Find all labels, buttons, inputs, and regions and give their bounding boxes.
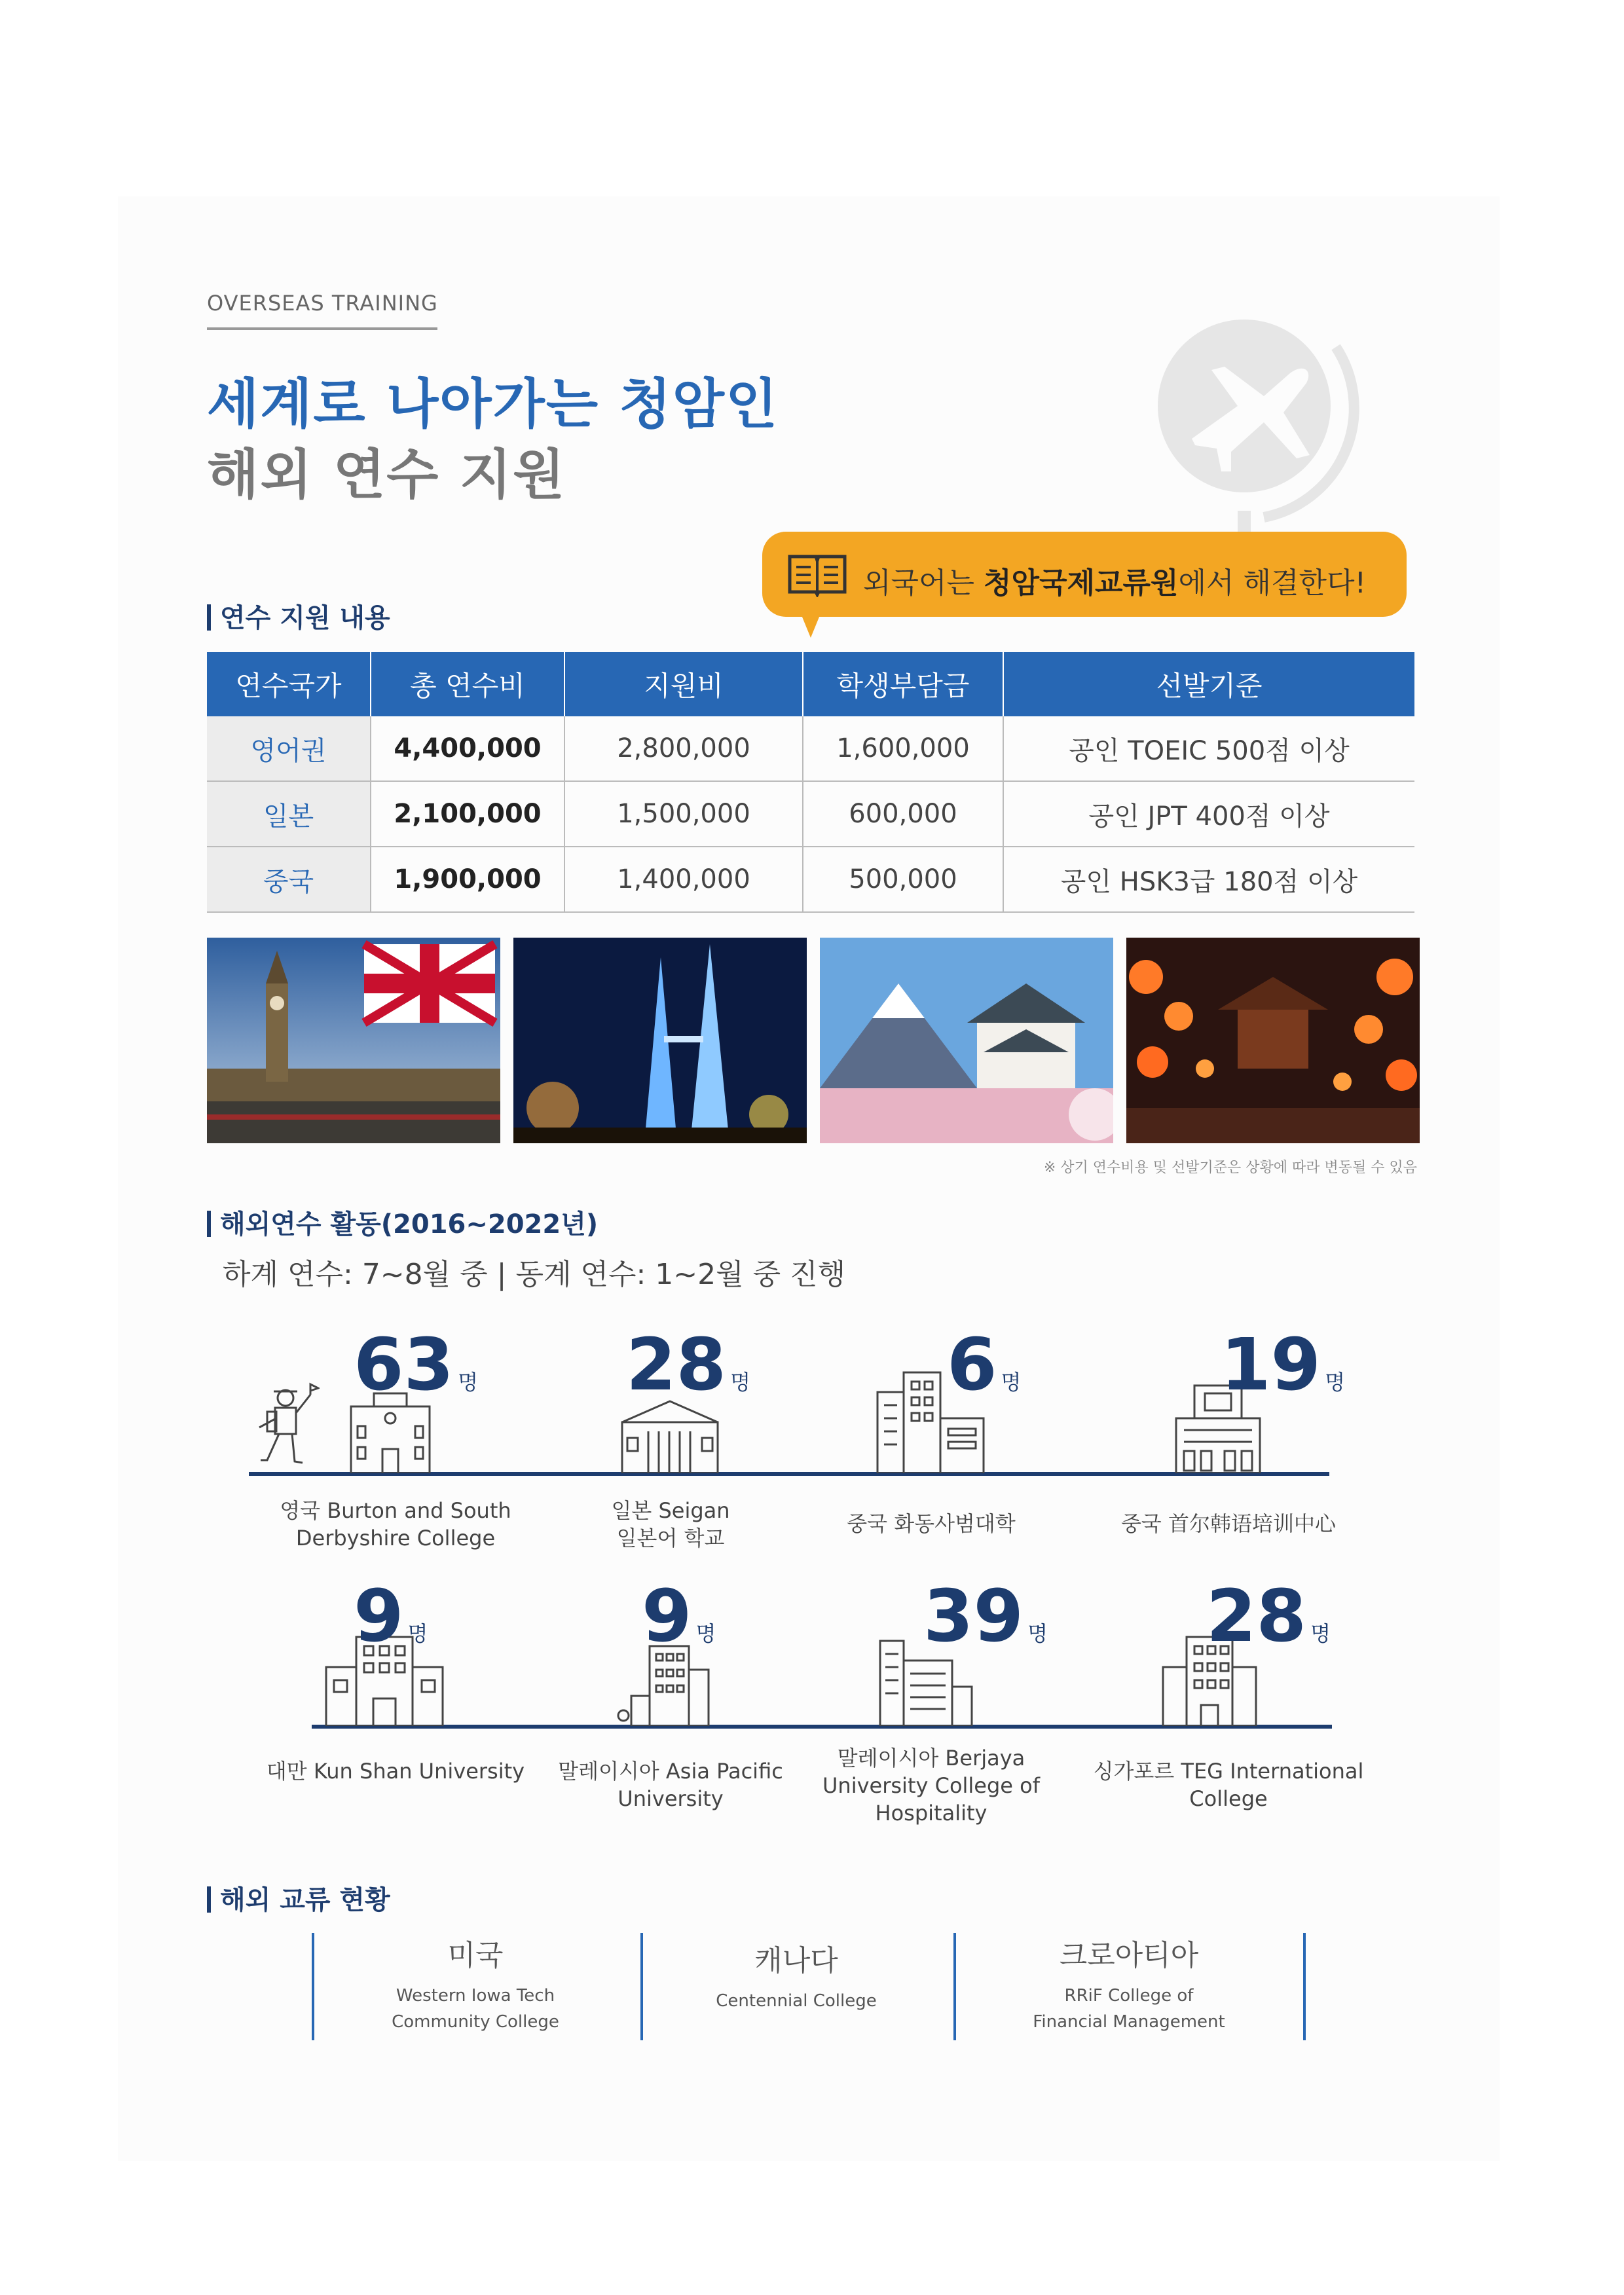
table-cell: 1,400,000 [564, 847, 803, 912]
stat-unit: 명 [458, 1370, 478, 1395]
table-cell: 600,000 [803, 781, 1003, 847]
section-marker [207, 604, 211, 631]
university-line: 중국 화동사범대학 [847, 1511, 1016, 1536]
eyebrow-divider [207, 327, 437, 330]
table-header: 선발기준 [1003, 652, 1414, 716]
table-cell-total: 4,400,000 [371, 716, 564, 781]
university-label [1084, 1510, 1373, 1537]
table-header: 총 연수비 [371, 652, 564, 716]
stat-count [923, 1574, 1048, 1658]
university-label [787, 1510, 1075, 1537]
open-book-icon [787, 551, 847, 597]
section-support-title: 연수 지원 내용 [220, 603, 390, 633]
exchange-school-line: Western Iowa Tech [396, 1986, 555, 2006]
table-header: 연수국가 [207, 652, 371, 716]
divider-line [1303, 1933, 1306, 2040]
stat-number: 19 [1221, 1323, 1321, 1406]
university-label [526, 1497, 815, 1552]
stat-unit: 명 [1310, 1621, 1331, 1646]
stat-number: 28 [626, 1323, 727, 1406]
photo-japan [820, 938, 1113, 1143]
university-line: 싱가포르 TEG International [1093, 1759, 1364, 1784]
table-row [207, 781, 1414, 847]
section-exchange-heading [207, 1879, 390, 1917]
university-line: University College of [822, 1773, 1040, 1798]
university-label [787, 1744, 1075, 1827]
photo-kuala-lumpur [513, 938, 807, 1143]
stat-count [642, 1574, 716, 1658]
stat-unit: 명 [407, 1621, 428, 1646]
stat-number: 28 [1206, 1574, 1307, 1658]
stat-number: 63 [354, 1323, 454, 1406]
stat-number: 39 [923, 1574, 1024, 1658]
table-cell-total: 1,900,000 [371, 847, 564, 912]
exchange-partner [965, 1932, 1293, 2035]
table-cell: 1,500,000 [564, 781, 803, 847]
slogan-prefix: 외국어는 [863, 566, 984, 600]
table-header: 학생부담금 [803, 652, 1003, 716]
table-row [207, 847, 1414, 912]
cost-note: ※ 상기 연수비용 및 선발기준은 상황에 따라 변동될 수 있음 [1043, 1160, 1417, 1176]
table-cell-total: 2,100,000 [371, 781, 564, 847]
section-marker [207, 1211, 211, 1237]
exchange-country: 미국 [447, 1939, 504, 1972]
section-activity-heading [207, 1203, 598, 1241]
slogan-bold: 청암국제교류원 [984, 566, 1179, 600]
stat-number: 9 [642, 1574, 692, 1658]
university-label [251, 1757, 540, 1785]
eyebrow-label: OVERSEAS TRAINING [207, 291, 438, 316]
exchange-school-line: Centennial College [716, 1991, 877, 2011]
stat-unit: 명 [695, 1621, 716, 1646]
section-marker [207, 1886, 211, 1913]
slogan-bubble [762, 532, 1407, 617]
table-cell: 공인 TOEIC 500점 이상 [1003, 716, 1414, 781]
exchange-school [633, 1988, 960, 2014]
stat-unit: 명 [1325, 1370, 1345, 1395]
section-activity-title: 해외연수 활동(2016~2022년) [220, 1209, 599, 1239]
university-line: 중국 首尔韩语培训中心 [1121, 1511, 1336, 1536]
stat-number: 9 [354, 1574, 404, 1658]
table-cell-country: 일본 [207, 781, 371, 847]
page-subtitle: 해외 연수 지원 [207, 444, 566, 506]
table-cell-country: 중국 [207, 847, 371, 912]
exchange-partner [312, 1932, 639, 2035]
exchange-school-line: Community College [392, 2012, 559, 2032]
exchange-country: 크로아티아 [1059, 1939, 1199, 1972]
exchange-school-line: Financial Management [1033, 2012, 1225, 2032]
stat-number: 6 [947, 1323, 997, 1406]
section-support-heading [207, 597, 390, 634]
support-table [207, 652, 1414, 913]
university-label [526, 1757, 815, 1812]
stat-count [626, 1323, 750, 1406]
table-cell: 공인 HSK3급 180점 이상 [1003, 847, 1414, 912]
university-line: 영국 Burton and South [280, 1498, 511, 1523]
table-header-row [207, 652, 1414, 716]
stat-count [1206, 1574, 1331, 1658]
university-line: University [618, 1786, 724, 1811]
stat-count [354, 1574, 428, 1658]
university-line: 말레이시아 Asia Pacific [558, 1759, 783, 1784]
stat-count [947, 1323, 1021, 1406]
table-cell: 공인 JPT 400점 이상 [1003, 781, 1414, 847]
exchange-country: 캐나다 [754, 1944, 838, 1977]
photo-london [207, 938, 500, 1143]
table-cell: 1,600,000 [803, 716, 1003, 781]
page-title: 세계로 나아가는 청암인 [207, 373, 779, 435]
exchange-school [965, 1983, 1293, 2035]
section-exchange-title: 해외 교류 현황 [220, 1885, 390, 1915]
stat-count [1221, 1323, 1345, 1406]
university-line: 일본어 학교 [616, 1526, 725, 1551]
stat-unit: 명 [1027, 1621, 1048, 1646]
exchange-school [312, 1983, 639, 2035]
bubble-tail [799, 609, 822, 638]
table-cell: 500,000 [803, 847, 1003, 912]
stat-unit: 명 [730, 1370, 750, 1395]
stat-count [354, 1323, 478, 1406]
university-line: 말레이시아 Berjaya [837, 1746, 1025, 1771]
slogan-suffix: 에서 해결한다! [1178, 566, 1367, 600]
table-cell: 2,800,000 [564, 716, 803, 781]
university-line: Derbyshire College [295, 1526, 496, 1551]
university-label [1084, 1757, 1373, 1812]
university-line: College [1189, 1786, 1268, 1811]
university-line: 일본 Seigan [611, 1498, 730, 1523]
university-line: 대만 Kun Shan University [266, 1759, 525, 1784]
museum-building-icon [616, 1399, 724, 1473]
table-row [207, 716, 1414, 781]
schedule-text: 하계 연수: 7~8월 중 | 동계 연수: 1~2월 중 진행 [223, 1258, 846, 1291]
table-cell-country: 영어권 [207, 716, 371, 781]
photo-china [1126, 938, 1420, 1143]
stat-unit: 명 [1001, 1370, 1022, 1395]
university-line: Hospitality [875, 1801, 987, 1826]
table-header: 지원비 [564, 652, 803, 716]
slogan-text [863, 559, 1366, 601]
university-label [251, 1497, 540, 1552]
traveler-icon [248, 1382, 320, 1473]
exchange-partner [633, 1932, 960, 2014]
exchange-school-line: RRiF College of [1064, 1986, 1194, 2006]
